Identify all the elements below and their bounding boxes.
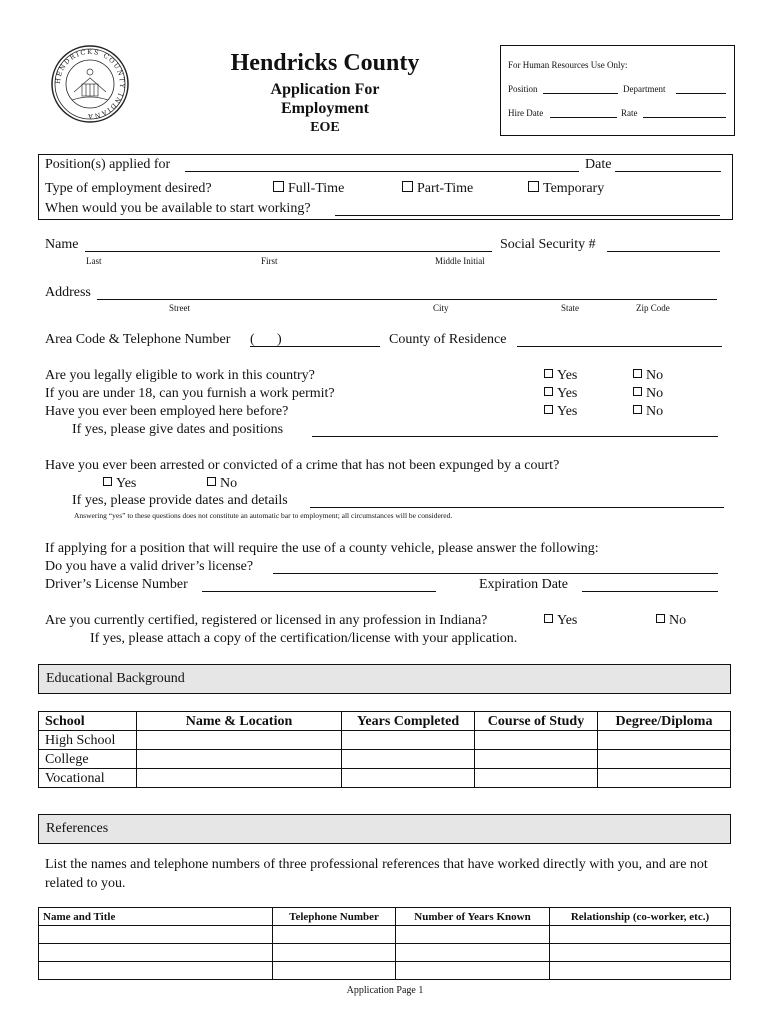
phone-label: Area Code & Telephone Number <box>45 332 231 347</box>
checkbox-icon <box>633 369 642 378</box>
table-header-years: Years Completed <box>342 712 475 731</box>
address-label: Address <box>45 285 91 300</box>
table-cell[interactable] <box>137 750 342 769</box>
form-title-line1: Application For <box>270 81 380 98</box>
certification-followup: If yes, please attach a copy of the certification/license with your application. <box>90 631 518 646</box>
table-cell[interactable] <box>550 944 731 962</box>
employed-before-no[interactable] <box>633 404 663 420</box>
table-cell[interactable] <box>475 750 598 769</box>
availability-field[interactable] <box>335 215 720 216</box>
yes-label: Yes <box>557 386 578 401</box>
county-title: Hendricks County <box>230 50 420 76</box>
criminal-details-label: If yes, please provide dates and details <box>72 493 288 508</box>
no-label: No <box>646 404 664 419</box>
yes-label: Yes <box>116 476 137 491</box>
table-cell[interactable] <box>475 769 598 788</box>
table-row <box>39 926 731 944</box>
vehicle-intro: If applying for a position that will require the use of a county vehicle, please answer the following: <box>45 541 599 556</box>
temporary-label: Temporary <box>543 181 605 196</box>
hr-department-field[interactable] <box>676 93 726 94</box>
table-header-name-title: Name and Title <box>39 908 273 926</box>
education-table <box>38 711 731 788</box>
table-cell[interactable] <box>342 769 475 788</box>
table-header-course: Course of Study <box>475 712 598 731</box>
checkbox-icon <box>633 387 642 396</box>
table-row <box>39 769 731 788</box>
certification-question: Are you currently certified, registered or licensed in any profession in Indiana? <box>45 613 488 628</box>
address-field[interactable] <box>97 299 717 300</box>
table-cell[interactable] <box>598 731 731 750</box>
name-last-caption: Last <box>86 256 102 266</box>
table-header-telephone: Telephone Number <box>273 908 396 926</box>
hr-box-title: For Human Resources Use Only: <box>508 60 628 70</box>
ssn-field[interactable] <box>607 251 720 252</box>
criminal-question: Have you ever been arrested or convicted of a crime that has not been expunged by a court? <box>45 458 560 473</box>
school-vocational: Vocational <box>39 769 137 788</box>
references-table <box>38 907 731 980</box>
references-section-header: References <box>38 814 731 844</box>
work-permit-no[interactable] <box>633 386 663 402</box>
table-header-degree: Degree/Diploma <box>598 712 731 731</box>
license-question: Do you have a valid driver’s license? <box>45 559 254 574</box>
table-cell[interactable] <box>137 731 342 750</box>
checkbox-icon <box>544 405 553 414</box>
county-residence-field[interactable] <box>517 346 722 347</box>
table-cell[interactable] <box>39 926 273 944</box>
license-number-label: Driver’s License Number <box>45 577 188 592</box>
criminal-no[interactable] <box>207 476 237 492</box>
table-cell[interactable] <box>39 944 273 962</box>
temporary-checkbox[interactable] <box>528 181 604 197</box>
checkbox-icon <box>273 181 284 192</box>
checkbox-icon <box>402 181 413 192</box>
yes-label: Yes <box>557 404 578 419</box>
no-label: No <box>646 368 664 383</box>
certification-yes[interactable] <box>544 613 577 629</box>
employed-before-yes[interactable] <box>544 404 577 420</box>
license-answer-field[interactable] <box>273 573 718 574</box>
hr-use-box <box>500 45 735 136</box>
table-row <box>39 908 731 926</box>
yes-label: Yes <box>557 613 578 628</box>
checkbox-icon <box>544 369 553 378</box>
table-cell[interactable] <box>550 926 731 944</box>
date-field[interactable] <box>615 171 721 172</box>
svg-text:HENDRICKS COUNTY INDIANA: HENDRICKS COUNTY INDIANA <box>53 47 127 121</box>
name-field[interactable] <box>85 251 492 252</box>
employed-before-question: Have you ever been employed here before? <box>45 404 289 419</box>
yes-label: Yes <box>557 368 578 383</box>
form-title-line2: Employment <box>281 100 369 117</box>
hr-position-field[interactable] <box>543 93 618 94</box>
county-seal <box>50 44 130 124</box>
no-label: No <box>220 476 238 491</box>
address-street-caption: Street <box>169 303 190 313</box>
phone-field[interactable] <box>250 346 380 347</box>
table-cell[interactable] <box>550 962 731 980</box>
table-row <box>39 731 731 750</box>
criminal-details-field[interactable] <box>310 507 724 508</box>
hr-position-label: Position <box>508 84 538 94</box>
table-cell[interactable] <box>475 731 598 750</box>
references-instructions: List the names and telephone numbers of three professional references that have worked directly with you, and are not related to you. <box>45 857 708 891</box>
address-zip-caption: Zip Code <box>636 303 670 313</box>
expiration-label: Expiration Date <box>479 577 569 592</box>
work-permit-yes[interactable] <box>544 386 577 402</box>
page-footer: Application Page 1 <box>346 985 424 996</box>
employed-dates-label: If yes, please give dates and positions <box>72 422 284 437</box>
part-time-checkbox[interactable] <box>402 181 473 197</box>
address-state-caption: State <box>561 303 579 313</box>
table-cell[interactable] <box>137 769 342 788</box>
full-time-label: Full-Time <box>288 181 345 196</box>
table-cell[interactable] <box>598 769 731 788</box>
work-permit-question: If you are under 18, can you furnish a work permit? <box>45 386 335 401</box>
table-header-relationship: Relationship (co-worker, etc.) <box>550 908 731 926</box>
eoe-label: EOE <box>310 120 340 135</box>
table-cell[interactable] <box>396 962 550 980</box>
table-cell[interactable] <box>342 731 475 750</box>
availability-label: When would you be available to start working? <box>45 201 311 216</box>
education-section-header: Educational Background <box>38 664 731 694</box>
eligible-yes[interactable] <box>544 368 577 384</box>
employment-type-label: Type of employment desired? <box>45 181 212 196</box>
name-label: Name <box>45 237 79 252</box>
checkbox-icon <box>103 477 112 486</box>
license-number-field[interactable] <box>202 591 436 592</box>
table-cell[interactable] <box>396 944 550 962</box>
address-city-caption: City <box>433 303 449 313</box>
criminal-yes[interactable] <box>103 476 136 492</box>
phone-area-open: ( <box>250 332 255 347</box>
date-label: Date <box>585 157 612 172</box>
employed-dates-field[interactable] <box>312 436 718 437</box>
part-time-label: Part-Time <box>417 181 474 196</box>
name-middle-caption: Middle Initial <box>435 256 485 266</box>
hr-department-label: Department <box>623 84 666 94</box>
full-time-checkbox[interactable] <box>273 181 344 197</box>
criminal-note: Answering “yes” to these questions does not constitute an automatic bar to employment; all circumstances will be considered. <box>74 511 453 520</box>
table-row <box>39 944 731 962</box>
table-row <box>39 750 731 769</box>
school-college: College <box>39 750 137 769</box>
table-header-years-known: Number of Years Known <box>396 908 550 926</box>
eligible-question: Are you legally eligible to work in this country? <box>45 368 315 383</box>
name-first-caption: First <box>261 256 278 266</box>
checkbox-icon <box>544 614 553 623</box>
no-label: No <box>646 386 664 401</box>
table-header-name-location: Name & Location <box>137 712 342 731</box>
table-cell[interactable] <box>396 926 550 944</box>
table-row <box>39 962 731 980</box>
table-cell[interactable] <box>39 962 273 980</box>
eligible-no[interactable] <box>633 368 663 384</box>
checkbox-icon <box>207 477 216 486</box>
table-row <box>39 712 731 731</box>
hr-hire-date-label: Hire Date <box>508 108 544 118</box>
no-label: No <box>669 613 687 628</box>
school-high-school: High School <box>39 731 137 750</box>
checkbox-icon <box>633 405 642 414</box>
expiration-field[interactable] <box>582 591 718 592</box>
table-cell[interactable] <box>273 926 396 944</box>
certification-no[interactable] <box>656 613 686 629</box>
hr-hire-date-field[interactable] <box>550 117 617 118</box>
ssn-label: Social Security # <box>500 237 596 252</box>
checkbox-icon <box>528 181 539 192</box>
hr-rate-label: Rate <box>621 108 638 118</box>
table-cell[interactable] <box>598 750 731 769</box>
county-residence-label: County of Residence <box>389 332 507 347</box>
table-header-school: School <box>39 712 137 731</box>
table-cell[interactable] <box>273 944 396 962</box>
table-cell[interactable] <box>273 962 396 980</box>
phone-area-close: ) <box>277 332 282 347</box>
table-cell[interactable] <box>342 750 475 769</box>
hr-rate-field[interactable] <box>643 117 726 118</box>
checkbox-icon <box>656 614 665 623</box>
checkbox-icon <box>544 387 553 396</box>
position-applied-label: Position(s) applied for <box>45 157 171 172</box>
position-applied-field[interactable] <box>185 171 579 172</box>
